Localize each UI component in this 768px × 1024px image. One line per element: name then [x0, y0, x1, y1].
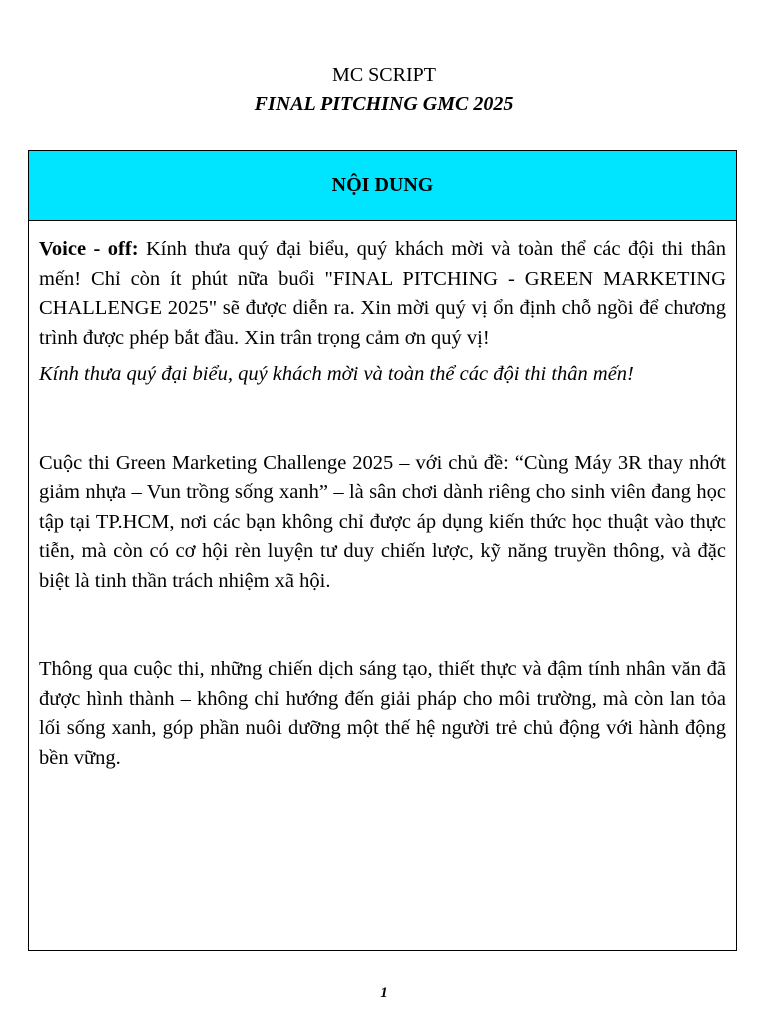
document-subtitle: FINAL PITCHING GMC 2025 — [254, 93, 514, 115]
contest-intro-paragraph: Cuộc thi Green Marketing Challenge 2025 – với chủ đề: “Cùng Máy 3R thay nhớt giảm nhựa – Vun trồng sống xanh” – là sân chơi dành riêng cho sinh viên đang học tập tại TP.HCM, nơi các bạn không chỉ được áp dụng kiến thức học thuật vào thực tiễn, mà còn có cơ hội rèn luyện tư duy chiến lược, kỹ năng truyền thông, và đặc biệt là tinh thần trách nhiệm xã hội. — [39, 451, 726, 592]
page-number: 1 — [380, 985, 388, 1001]
document-title: MC SCRIPT — [332, 64, 436, 86]
contest-impact-paragraph: Thông qua cuộc thi, những chiến dịch sáng tạo, thiết thực và đậm tính nhân văn đã được hình thành – không chỉ hướng đến giải pháp cho môi trường, mà còn lan tỏa lối sống xanh, góp phần nuôi dưỡng một thế hệ người trẻ chủ động với hành động bền vững. — [39, 658, 726, 769]
voice-off-text: Kính thưa quý đại biểu, quý khách mời và toàn thể các đội thi thân mến! Chỉ còn ít phút nữa buổi "FINAL PITCHING - GREEN MARKETING CHALLENGE 2025" sẽ được diễn ra. Xin mời quý vị ổn định chỗ ngồi để chương trình được phép bắt đầu. Xin trân trọng cảm ơn quý vị! — [39, 238, 726, 349]
voice-off-paragraph — [39, 235, 726, 353]
voice-off-label: Voice - off: — [39, 238, 139, 260]
script-table — [28, 150, 737, 951]
greeting-paragraph: Kính thưa quý đại biểu, quý khách mời và toàn thể các đội thi thân mến! — [39, 363, 634, 385]
table-body — [29, 221, 736, 773]
table-header: NỘI DUNG — [29, 151, 736, 221]
